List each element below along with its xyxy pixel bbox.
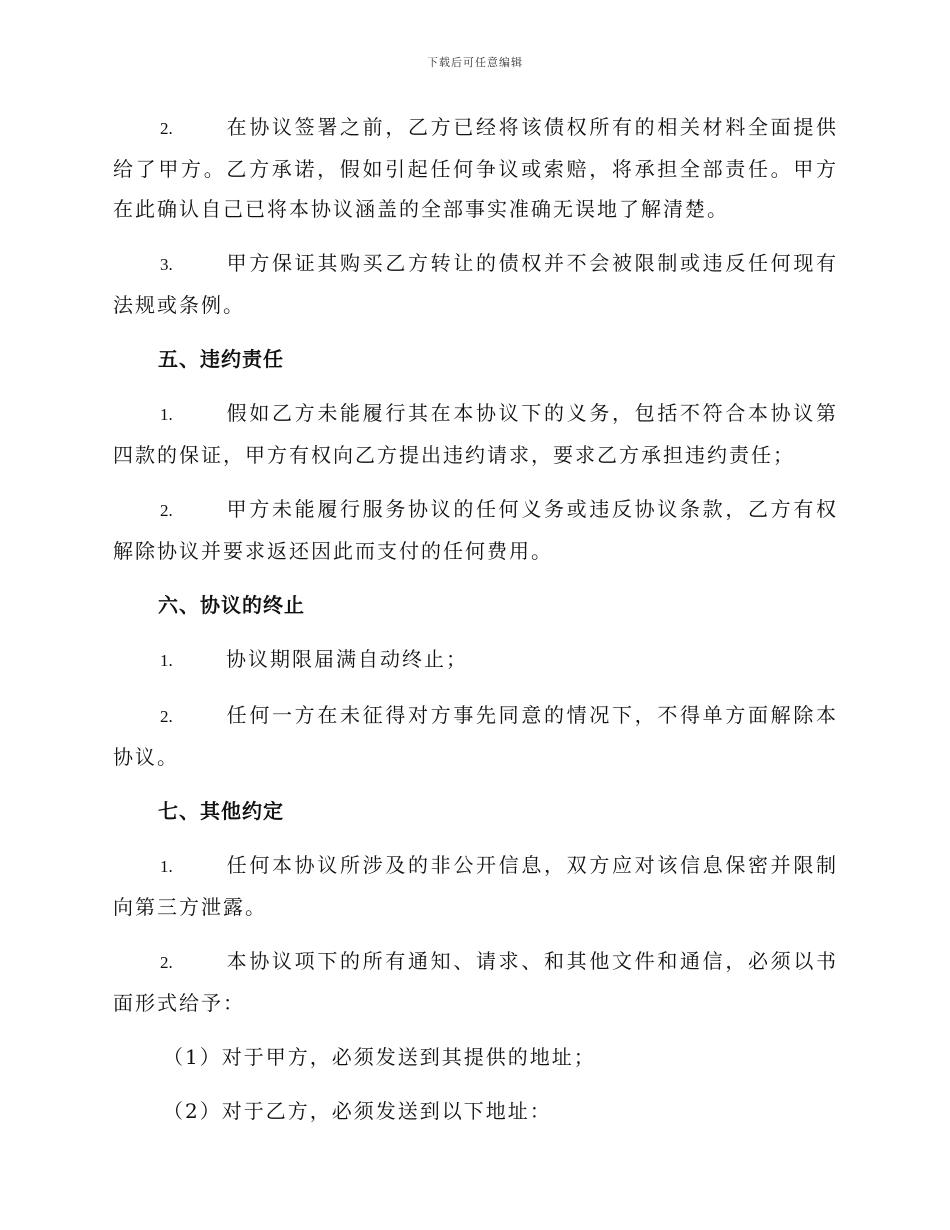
clause-text: 假如乙方未能履行其在本协议下的义务，包括不符合本协议第四款的保证，甲方有权向乙方提出违约请求，要求乙方承担违约责任； bbox=[113, 401, 838, 467]
clause-paragraph bbox=[113, 941, 838, 1023]
clause-number: 2. bbox=[160, 119, 173, 138]
document-body bbox=[113, 107, 838, 1145]
clause-text: 甲方未能履行服务协议的任何义务或违反协议条款，乙方有权解除协议并要求返还因此而支付的任何费用。 bbox=[113, 497, 838, 563]
clause-paragraph bbox=[113, 393, 838, 475]
clause-text: 任何一方在未征得对方事先同意的情况下，不得单方面解除本协议。 bbox=[113, 703, 838, 769]
clause-number: 3. bbox=[160, 255, 173, 274]
clause-paragraph bbox=[113, 107, 838, 229]
sub-clause: （2）对于乙方，必须发送到以下地址： bbox=[163, 1099, 552, 1123]
clause-number: 1. bbox=[160, 405, 173, 424]
clause-paragraph bbox=[113, 489, 838, 571]
clause-number: 1. bbox=[160, 651, 173, 670]
clause-text: 在协议签署之前，乙方已经将该债权所有的相关材料全面提供给了甲方。乙方承诺，假如引起任何争议或索赔，将承担全部责任。甲方在此确认自己已将本协议涵盖的全部事实准确无误地了解清楚。 bbox=[113, 115, 838, 221]
clause-number: 2. bbox=[160, 501, 173, 520]
clause-text: 本协议项下的所有通知、请求、和其他文件和通信，必须以书面形式给予： bbox=[113, 949, 838, 1015]
clause-paragraph bbox=[113, 845, 838, 927]
page-header: 下载后可任意编辑 bbox=[427, 56, 523, 69]
clause-number: 2. bbox=[160, 953, 173, 972]
clause-text: 协议期限届满自动终止； bbox=[226, 647, 468, 671]
clause-number: 1. bbox=[160, 857, 173, 876]
clause-text: 任何本协议所涉及的非公开信息，双方应对该信息保密并限制向第三方泄露。 bbox=[113, 853, 838, 919]
clause-paragraph bbox=[113, 639, 838, 681]
section-heading: 七、其他约定 bbox=[158, 799, 284, 823]
clause-paragraph bbox=[113, 695, 838, 777]
sub-clause: （1）对于甲方，必须发送到其提供的地址； bbox=[163, 1045, 596, 1069]
clause-number: 2. bbox=[160, 707, 173, 726]
section-heading: 五、违约责任 bbox=[158, 347, 284, 371]
clause-paragraph bbox=[113, 243, 838, 325]
section-heading: 六、协议的终止 bbox=[158, 593, 305, 617]
clause-text: 甲方保证其购买乙方转让的债权并不会被限制或违反任何现有法规或条例。 bbox=[113, 251, 838, 317]
